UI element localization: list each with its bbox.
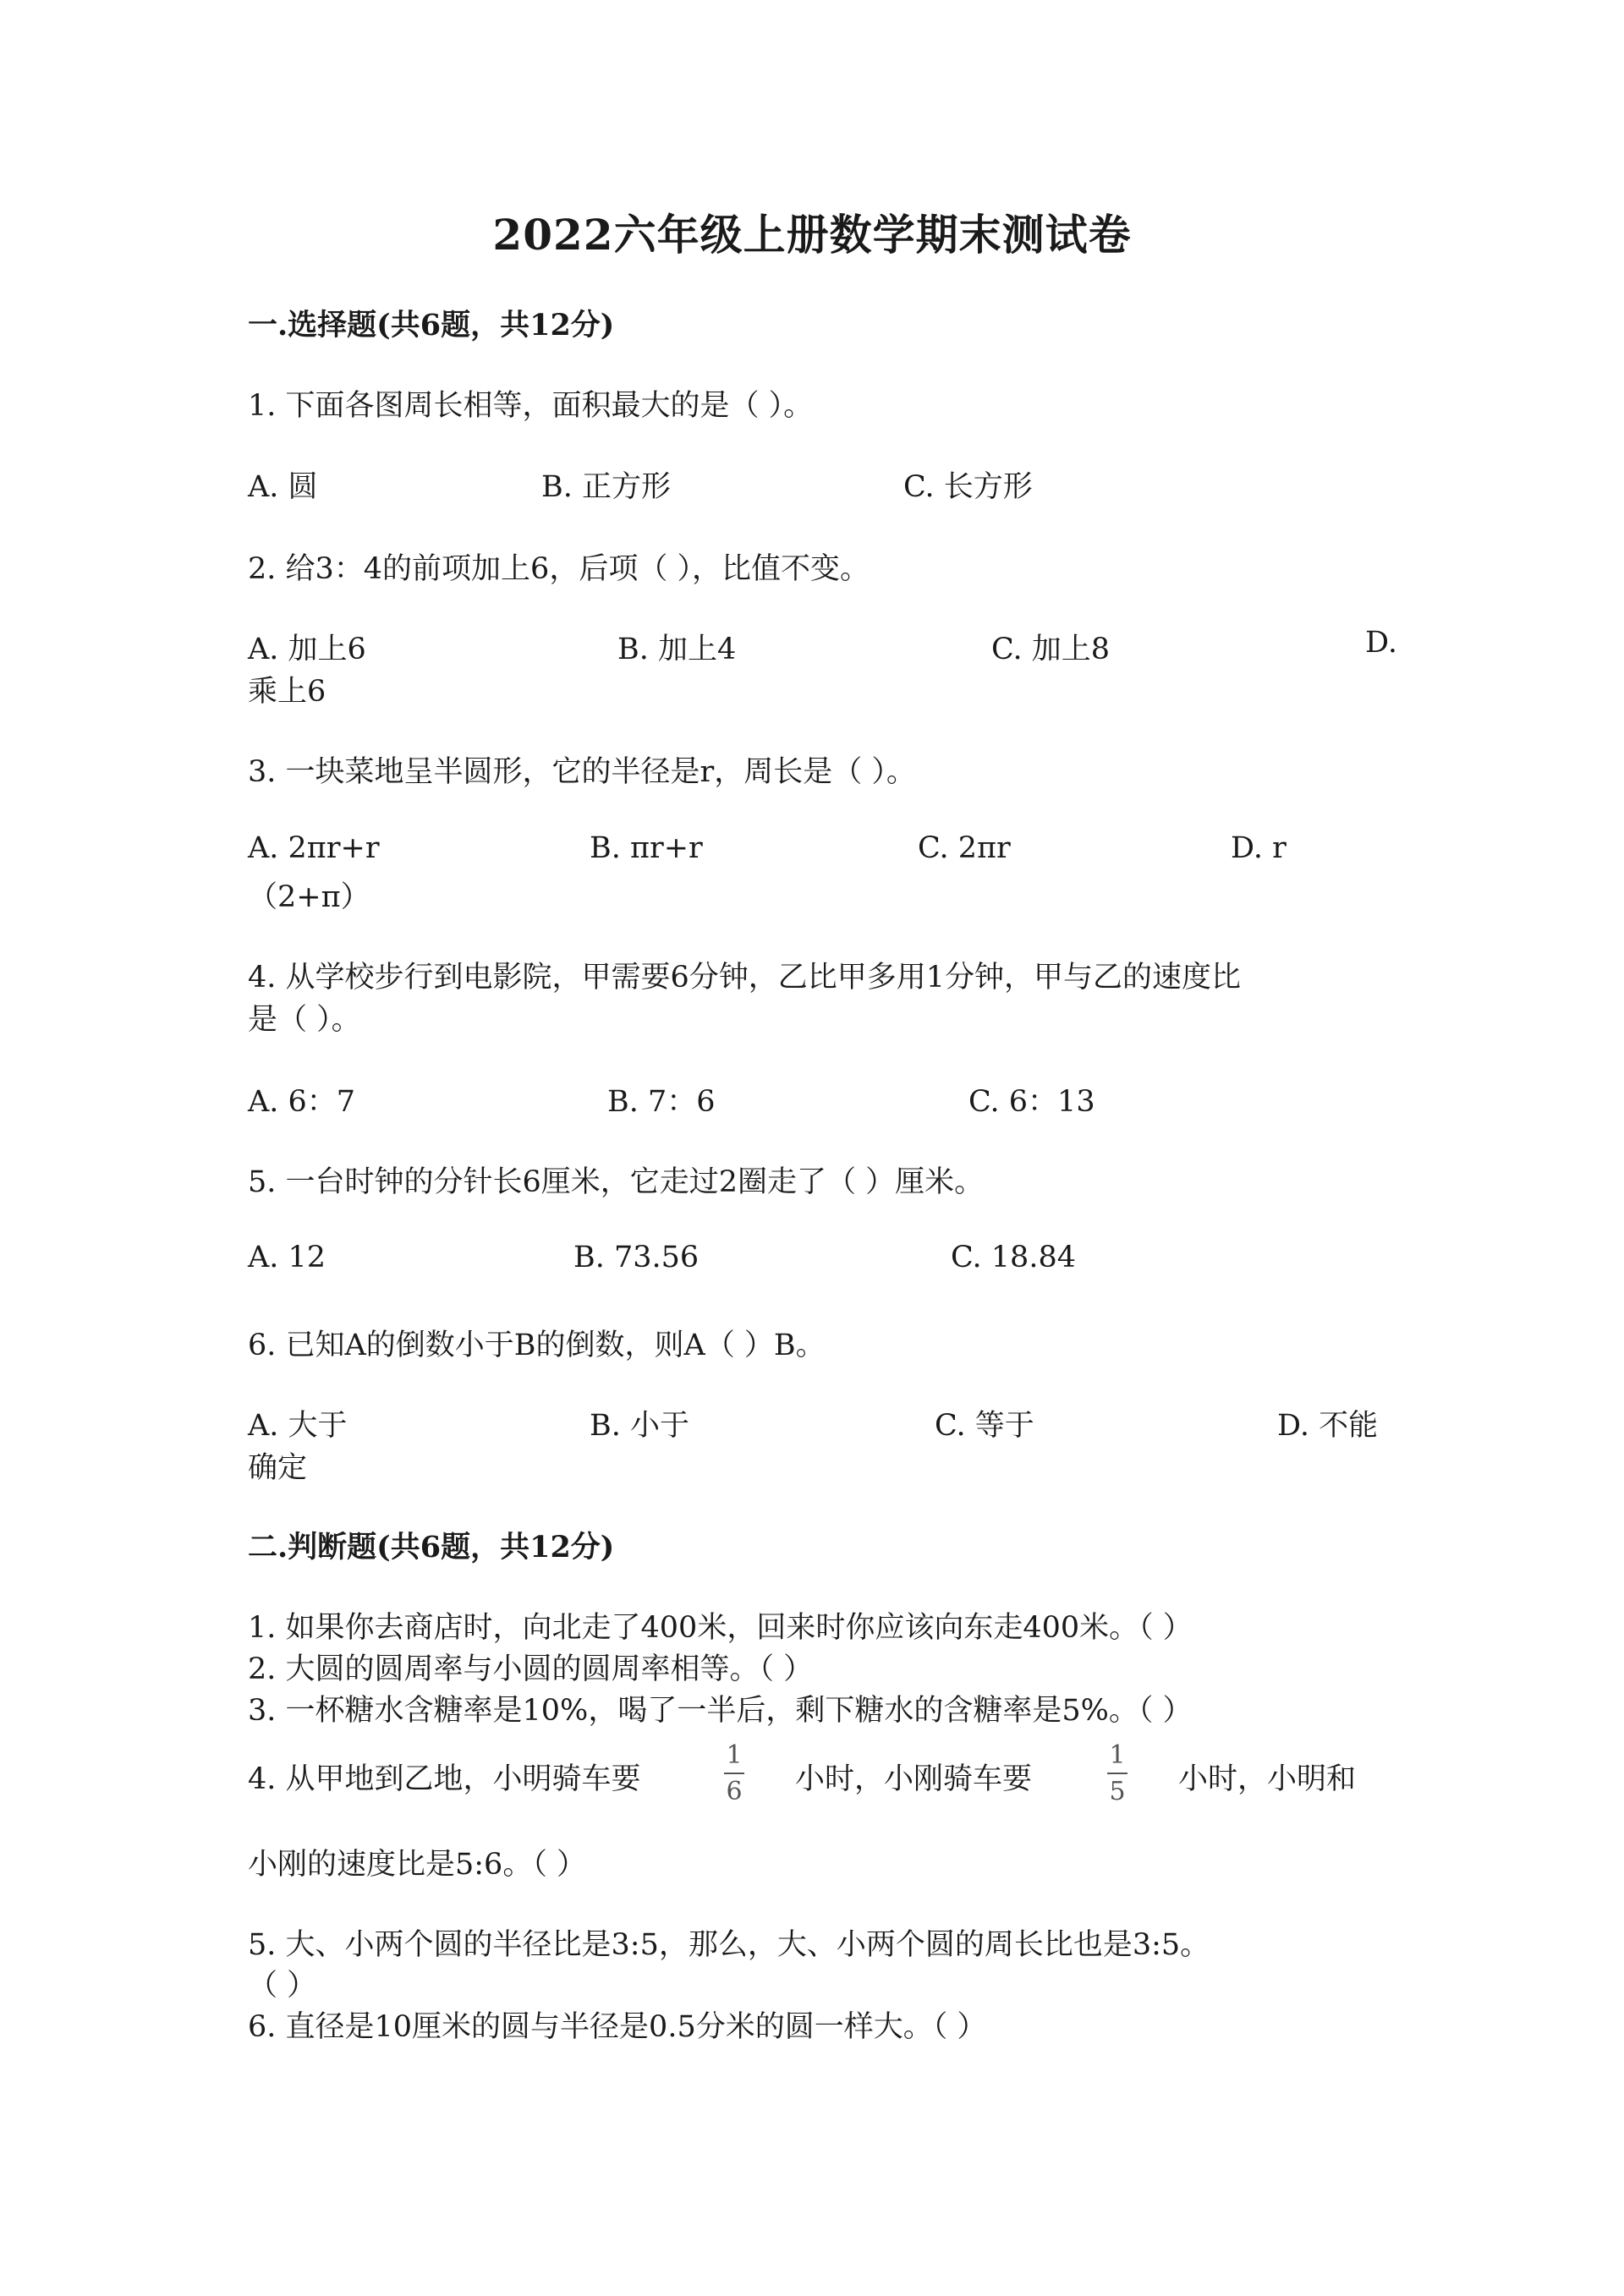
fraction-bar bbox=[1107, 1773, 1127, 1774]
option-1-5-a: A. 12 bbox=[248, 1241, 326, 1274]
option-1-2-d: D. bbox=[1365, 626, 1397, 660]
question-1-1: 1. 下面各图周长相等，面积最大的是（ ）。 bbox=[248, 389, 814, 423]
fraction-numerator: 1 bbox=[1109, 1740, 1126, 1770]
section-heading-judgment: 二.判断题(共6题，共12分) bbox=[248, 1530, 615, 1564]
question-2-4-line2: 小刚的速度比是5:6。（ ） bbox=[248, 1848, 586, 1882]
question-2-4-part3: 小时，小明和 bbox=[1178, 1762, 1357, 1796]
option-1-6-d: D. 不能 bbox=[1277, 1409, 1379, 1443]
option-1-3-b: B. πr+r bbox=[590, 831, 703, 865]
question-2-5-bracket: （ ） bbox=[248, 1969, 317, 2003]
fraction-one-sixth bbox=[717, 1740, 751, 1806]
question-2-6: 6. 直径是10厘米的圆与半径是0.5分米的圆一样大。（ ） bbox=[248, 2010, 987, 2044]
question-2-4-part1: 4. 从甲地到乙地，小明骑车要 bbox=[248, 1762, 641, 1796]
fraction-one-fifth bbox=[1100, 1740, 1134, 1806]
option-1-1-b: B. 正方形 bbox=[541, 470, 671, 504]
question-1-2: 2. 给3：4的前项加上6，后项（ ），比值不变。 bbox=[248, 552, 870, 586]
fraction-denominator: 5 bbox=[1109, 1777, 1126, 1806]
option-1-2-a: A. 加上6 bbox=[248, 633, 366, 666]
question-1-4-cont: 是（ ）。 bbox=[248, 1003, 361, 1037]
option-1-4-b: B. 7：6 bbox=[607, 1085, 716, 1119]
question-1-3: 3. 一块菜地呈半圆形，它的半径是r，周长是（ ）。 bbox=[248, 755, 916, 789]
question-2-4-part2: 小时，小刚骑车要 bbox=[795, 1762, 1033, 1796]
page-title: 2022六年级上册数学期末测试卷 bbox=[492, 210, 1132, 260]
option-1-1-c: C. 长方形 bbox=[903, 470, 1033, 504]
question-1-5: 5. 一台时钟的分针长6厘米，它走过2圈走了（ ）厘米。 bbox=[248, 1165, 985, 1199]
fraction-denominator: 6 bbox=[726, 1777, 743, 1806]
option-1-3-a: A. 2πr+r bbox=[248, 831, 380, 865]
option-1-3-c: C. 2πr bbox=[918, 831, 1011, 865]
question-1-6: 6. 已知A的倒数小于B的倒数，则A（ ）B。 bbox=[248, 1329, 826, 1362]
question-2-5: 5. 大、小两个圆的半径比是3:5，那么，大、小两个圆的周长比也是3:5。 bbox=[248, 1928, 1210, 1962]
question-2-2: 2. 大圆的圆周率与小圆的圆周率相等。（ ） bbox=[248, 1652, 814, 1686]
option-1-6-a: A. 大于 bbox=[248, 1409, 348, 1443]
option-1-1-a: A. 圆 bbox=[248, 470, 318, 504]
question-2-3: 3. 一杯糖水含糖率是10%，喝了一半后，剩下糖水的含糖率是5%。（ ） bbox=[248, 1694, 1193, 1728]
option-1-4-c: C. 6：13 bbox=[968, 1085, 1095, 1119]
option-1-3-d-cont: （2+π） bbox=[248, 880, 370, 914]
option-1-6-b: B. 小于 bbox=[590, 1409, 689, 1443]
option-1-6-d-cont: 确定 bbox=[248, 1451, 308, 1485]
option-1-5-b: B. 73.56 bbox=[573, 1241, 700, 1274]
question-1-4: 4. 从学校步行到电影院，甲需要6分钟，乙比甲多用1分钟，甲与乙的速度比 bbox=[248, 961, 1242, 995]
option-1-5-c: C. 18.84 bbox=[951, 1241, 1076, 1274]
fraction-numerator: 1 bbox=[726, 1740, 743, 1770]
option-1-2-b: B. 加上4 bbox=[617, 633, 737, 666]
section-heading-choice: 一.选择题(共6题，共12分) bbox=[248, 308, 615, 342]
option-1-4-a: A. 6：7 bbox=[248, 1085, 356, 1119]
option-1-2-d-cont: 乘上6 bbox=[248, 675, 326, 709]
fraction-bar bbox=[724, 1773, 744, 1774]
option-1-3-d: D. r bbox=[1231, 831, 1287, 865]
question-2-1: 1. 如果你去商店时，向北走了400米，回来时你应该向东走400米。（ ） bbox=[248, 1611, 1193, 1645]
option-1-6-c: C. 等于 bbox=[935, 1409, 1034, 1443]
option-1-2-c: C. 加上8 bbox=[991, 633, 1111, 666]
